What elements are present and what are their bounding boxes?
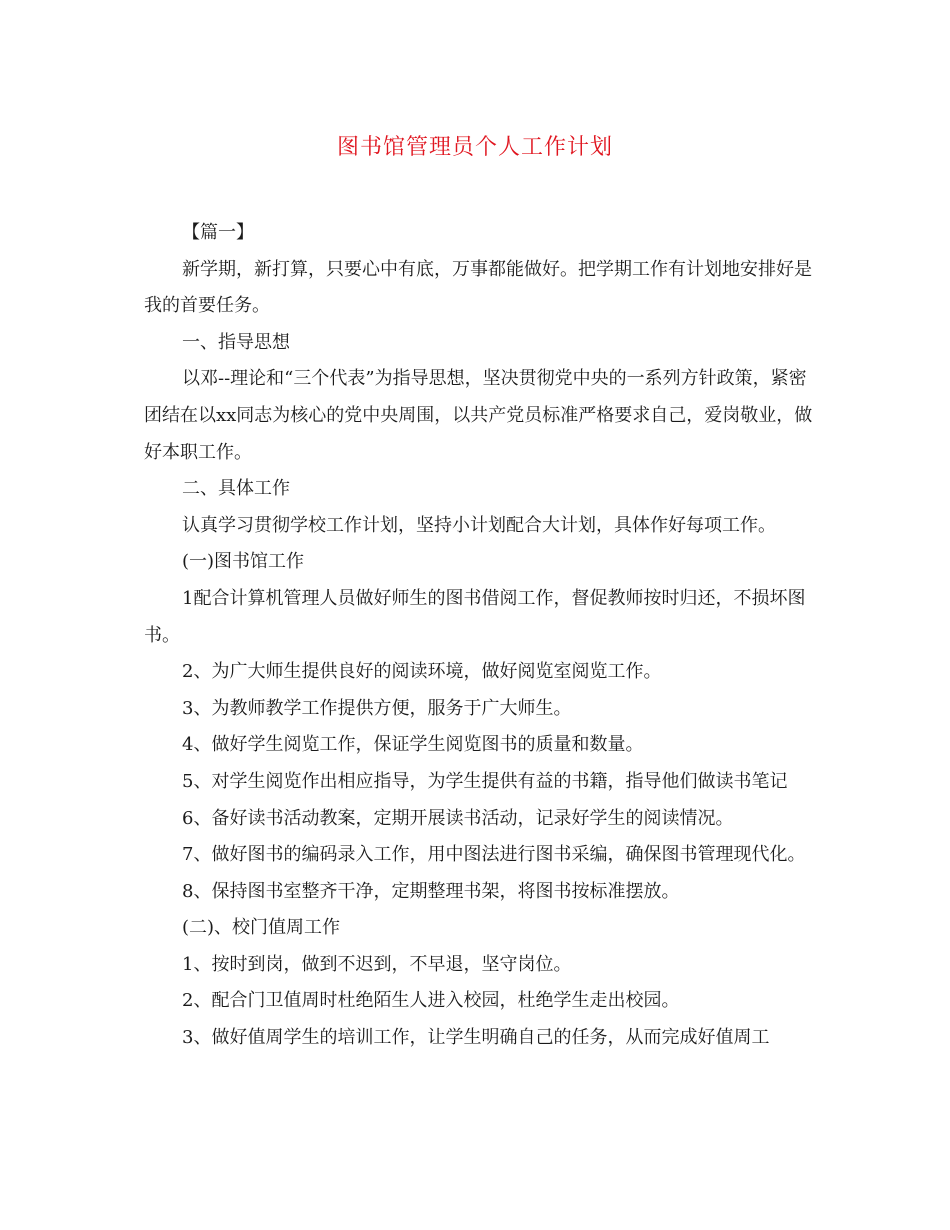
list-item-library-8: 8、保持图书室整齐干净，定期整理书架，将图书按标准摆放。 xyxy=(182,880,680,902)
document-body xyxy=(144,215,816,1057)
list-item-gate-3: 3、做好值周学生的培训工作，让学生明确自己的任务，从而完成好值周工 xyxy=(182,1027,770,1049)
section-heading-guiding-ideology: 一、指导思想 xyxy=(182,331,290,353)
section-heading-part-one: 【篇一】 xyxy=(182,222,254,243)
document-title: 图书馆管理员个人工作计划 xyxy=(336,135,613,160)
list-item-library-4: 4、做好学生阅览工作，保证学生阅览图书的质量和数量。 xyxy=(182,734,644,756)
list-item-library-2: 2、为广大师生提供良好的阅读环境，做好阅览室阅览工作。 xyxy=(182,661,662,683)
list-item-library-7: 7、做好图书的编码录入工作，用中图法进行图书采编，确保图书管理现代化。 xyxy=(182,844,806,866)
list-item-library-5: 5、对学生阅览作出相应指导，为学生提供有益的书籍，指导他们做读书笔记 xyxy=(182,770,788,792)
list-item-library-1: 1配合计算机管理人员做好师生的图书借阅工作，督促教师按时归还，不损坏图书。 xyxy=(144,587,806,646)
section-heading-specific-work: 二、具体工作 xyxy=(182,478,290,500)
list-item-gate-1: 1、按时到岗，做到不迟到，不早退，坚守岗位。 xyxy=(182,953,572,975)
list-item-gate-2: 2、配合门卫值周时杜绝陌生人进入校园，杜绝学生走出校园。 xyxy=(182,990,680,1012)
paragraph-guiding-ideology: 以邓--理论和“三个代表”为指导思想，坚决贯彻党中央的一系列方针政策，紧密团结在以xx同志为核心的党中央周围，以共产党员标准严格要求自己，爱岗敬业，做好本职工作。 xyxy=(144,368,813,463)
subsection-heading-library-work: (一)图书馆工作 xyxy=(182,551,305,573)
paragraph-specific-work: 认真学习贯彻学校工作计划，坚持小计划配合大计划，具体作好每项工作。 xyxy=(182,514,776,536)
paragraph-intro: 新学期，新打算，只要心中有底，万事都能做好。把学期工作有计划地安排好是我的首要任务。 xyxy=(144,258,812,317)
list-item-library-6: 6、备好读书活动教案，定期开展读书活动，记录好学生的阅读情况。 xyxy=(182,807,734,829)
list-item-library-3: 3、为教师教学工作提供方便，服务于广大师生。 xyxy=(182,697,572,719)
subsection-heading-gate-duty: (二)、校门值周工作 xyxy=(182,917,341,939)
